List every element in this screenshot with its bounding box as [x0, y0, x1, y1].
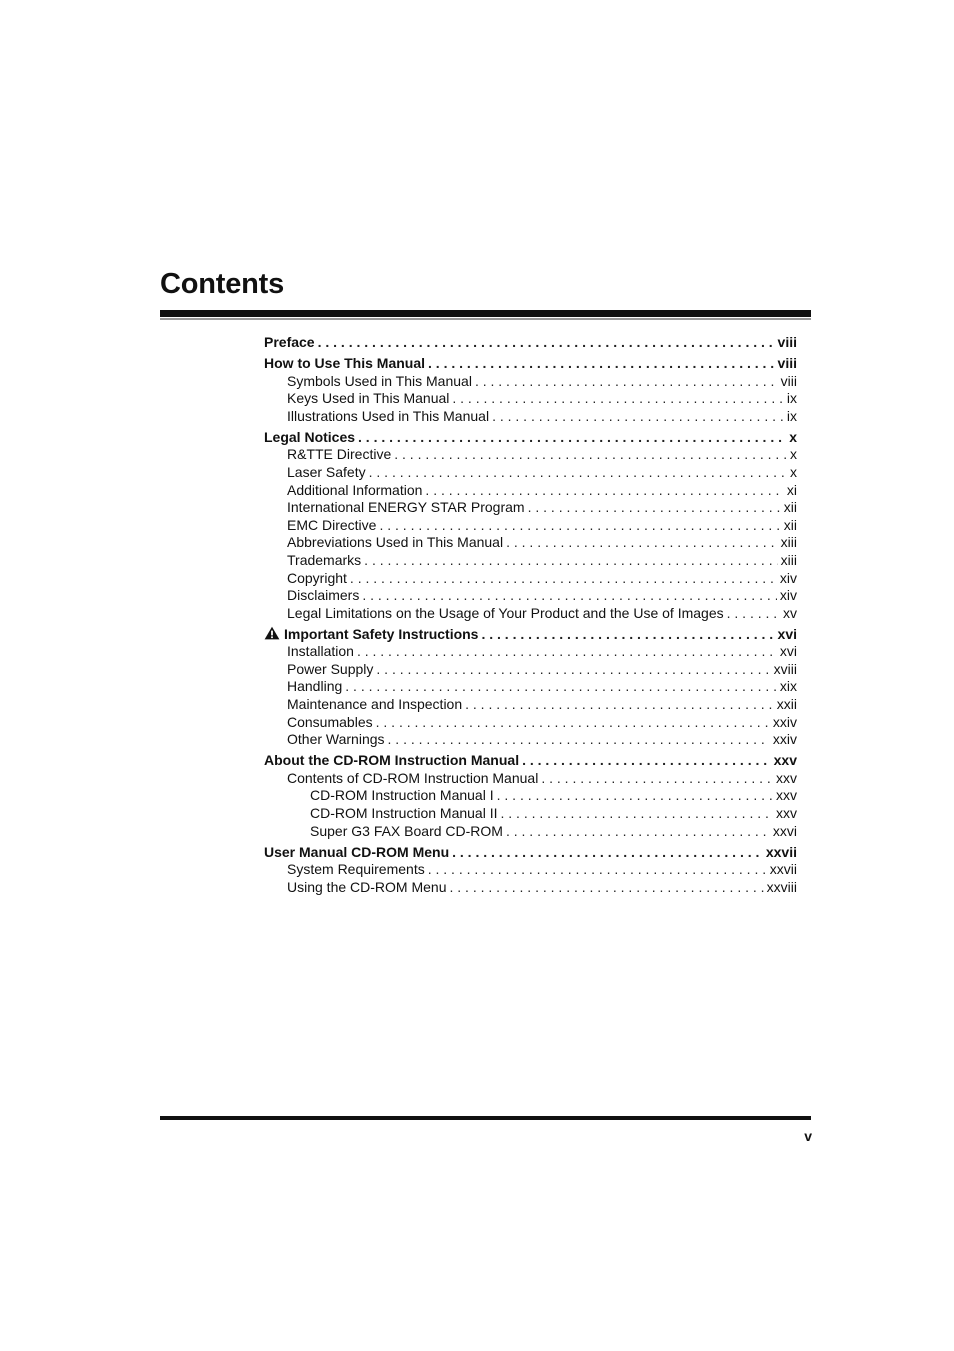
toc-entry-title: Contents of CD-ROM Instruction Manual [287, 769, 539, 786]
toc-entry-other-warnings[interactable] [264, 731, 797, 749]
toc-entry-page: xxv [776, 805, 797, 821]
toc-entry-page: x [789, 428, 797, 445]
toc-entry-preface[interactable] [264, 334, 797, 352]
dot-leader [362, 587, 777, 605]
dot-leader [475, 373, 778, 391]
toc-entry-trademarks[interactable] [264, 552, 797, 570]
toc-entry-title: Preface [264, 334, 315, 350]
dot-leader [452, 844, 763, 862]
toc-entry-page: viii [777, 334, 797, 350]
toc-entry-page: xiv [779, 569, 797, 586]
toc-entry-laser-safety[interactable] [264, 464, 797, 482]
toc-entry-legal-limitations[interactable] [264, 605, 797, 623]
toc-entry-title: Power Supply [287, 660, 374, 677]
toc-entry-consumables[interactable] [264, 714, 797, 732]
dot-leader [501, 805, 774, 823]
toc-entry-page: xiv [779, 587, 797, 604]
toc-entry-page: ix [786, 407, 797, 424]
toc-entry-power-supply[interactable] [264, 661, 797, 679]
toc-entry-abbreviations[interactable] [264, 534, 797, 552]
toc-entry-page: xv [783, 604, 797, 621]
toc-entry-maintenance[interactable] [264, 696, 797, 714]
dot-leader [450, 879, 764, 897]
toc-entry-title: Handling [287, 678, 343, 695]
toc-entry-cdrom-contents[interactable] [264, 770, 797, 788]
toc-entry-title: Legal Limitations on the Usage of Your Product and the Use of Images [287, 604, 724, 621]
title-rule-shadow [160, 318, 811, 320]
dot-leader [465, 696, 774, 714]
dot-leader [492, 408, 784, 426]
toc-entry-title: About the CD-ROM Instruction Manual [264, 752, 520, 769]
toc-entry-fax-board-cdrom[interactable] [264, 823, 797, 841]
dot-leader [428, 355, 775, 373]
toc-entry-title: EMC Directive [287, 516, 377, 533]
page-number: v [804, 1128, 812, 1144]
toc-entry-symbols[interactable] [264, 373, 797, 391]
toc-entry-page: xxvii [765, 843, 797, 860]
toc-entry-title: Super G3 FAX Board CD-ROM [310, 822, 503, 839]
toc-entry-title: Other Warnings [287, 731, 385, 748]
toc-entry-title: Legal Notices [264, 428, 356, 445]
dot-leader [364, 552, 777, 570]
toc-entry-system-requirements[interactable] [264, 861, 797, 879]
toc-entry-title: System Requirements [287, 861, 425, 878]
toc-entry-page: xviii [773, 660, 797, 677]
toc-entry-cdrom-manual-2[interactable] [264, 805, 797, 823]
toc-entry-title: International ENERGY STAR Program [287, 499, 525, 516]
dot-leader [357, 643, 777, 661]
toc-entry-illustrations[interactable] [264, 408, 797, 426]
dot-leader [350, 570, 777, 588]
toc-entry-title: Laser Safety [287, 463, 366, 480]
toc-entry-title: Maintenance and Inspection [287, 696, 463, 713]
dot-leader [358, 429, 786, 447]
toc-entry-page: xii [783, 516, 797, 533]
toc-entry-page: xvi [777, 625, 797, 642]
dot-leader [506, 534, 778, 552]
toc-entry-title: Important Safety Instructions [284, 625, 479, 642]
toc-entry-rtte[interactable] [264, 446, 797, 464]
toc-entry-page: xix [779, 678, 797, 695]
dot-leader [318, 334, 775, 352]
toc-entry-title: User Manual CD-ROM Menu [264, 843, 450, 860]
dot-leader [428, 861, 767, 879]
toc-entry-page: xiii [780, 534, 797, 551]
page-title: Contents [160, 268, 285, 300]
toc-entry-installation[interactable] [264, 643, 797, 661]
toc-entry-using-cdrom-menu[interactable] [264, 879, 797, 897]
toc-entry-legal-notices[interactable] [264, 429, 797, 447]
toc-entry-page: x [790, 463, 797, 480]
toc-entry-how-to-use[interactable] [264, 355, 797, 373]
toc-entry-title: How to Use This Manual [264, 354, 426, 371]
toc-entry-energy-star[interactable] [264, 499, 797, 517]
toc-entry-title: Copyright [287, 569, 347, 586]
table-of-contents [264, 334, 797, 896]
dot-leader [376, 714, 770, 732]
toc-entry-title: CD-ROM Instruction Manual II [310, 805, 498, 821]
toc-entry-title: Additional Information [287, 481, 423, 498]
toc-entry-page: xxv [776, 787, 797, 804]
toc-entry-emc[interactable] [264, 517, 797, 535]
dot-leader [727, 605, 780, 623]
toc-entry-title: Consumables [287, 713, 373, 730]
toc-entry-cdrom-manual-1[interactable] [264, 787, 797, 805]
toc-entry-copyright[interactable] [264, 570, 797, 588]
dot-leader [394, 446, 787, 464]
toc-entry-about-cdrom[interactable] [264, 752, 797, 770]
toc-entry-title: R&TTE Directive [287, 446, 392, 463]
toc-entry-disclaimers[interactable] [264, 587, 797, 605]
toc-entry-page: xxii [776, 696, 797, 713]
dot-leader [452, 390, 784, 408]
toc-entry-cdrom-menu[interactable] [264, 844, 797, 862]
dot-leader [345, 678, 777, 696]
toc-entry-page: viii [780, 372, 797, 389]
toc-entry-title: CD-ROM Instruction Manual I [310, 787, 494, 804]
footer-rule [160, 1116, 811, 1120]
toc-entry-additional-info[interactable] [264, 482, 797, 500]
dot-leader [481, 626, 774, 644]
toc-entry-title: Illustrations Used in This Manual [287, 407, 490, 424]
toc-entry-page: xi [786, 481, 797, 498]
toc-entry-page: xxv [773, 752, 797, 769]
dot-leader [425, 482, 783, 500]
dot-leader [541, 770, 773, 788]
toc-entry-page: xiii [780, 551, 797, 568]
toc-entry-title: Keys Used in This Manual [287, 390, 450, 407]
dot-leader [379, 517, 780, 535]
toc-entry-page: x [790, 446, 797, 463]
dot-leader [506, 823, 770, 841]
toc-entry-page: viii [777, 354, 797, 371]
toc-entry-page: xxv [776, 769, 797, 786]
toc-entry-keys[interactable] [264, 390, 797, 408]
toc-entry-page: xxiv [772, 731, 797, 748]
toc-entry-page: xxvi [772, 822, 797, 839]
title-rule [160, 310, 811, 317]
dot-leader [522, 752, 771, 770]
toc-entry-title: Disclaimers [287, 587, 360, 604]
dot-leader [376, 661, 770, 679]
toc-entry-page: xxvii [769, 861, 797, 878]
toc-entry-page: ix [786, 390, 797, 407]
warning-triangle-icon [264, 626, 280, 640]
dot-leader [369, 464, 787, 482]
toc-entry-title: Abbreviations Used in This Manual [287, 534, 504, 551]
toc-entry-title: Symbols Used in This Manual [287, 372, 472, 389]
toc-entry-title: Installation [287, 643, 354, 660]
toc-entry-title: Using the CD-ROM Menu [287, 878, 447, 895]
toc-entry-title: Trademarks [287, 551, 362, 568]
dot-leader [528, 499, 781, 517]
toc-entry-page: xxviii [766, 878, 797, 895]
toc-entry-safety-instructions[interactable] [264, 626, 797, 644]
dot-leader [388, 731, 770, 749]
dot-leader [497, 787, 773, 805]
toc-entry-page: xvi [779, 643, 797, 660]
toc-entry-handling[interactable] [264, 678, 797, 696]
toc-entry-page: xii [783, 499, 797, 516]
toc-entry-page: xxiv [772, 713, 797, 730]
